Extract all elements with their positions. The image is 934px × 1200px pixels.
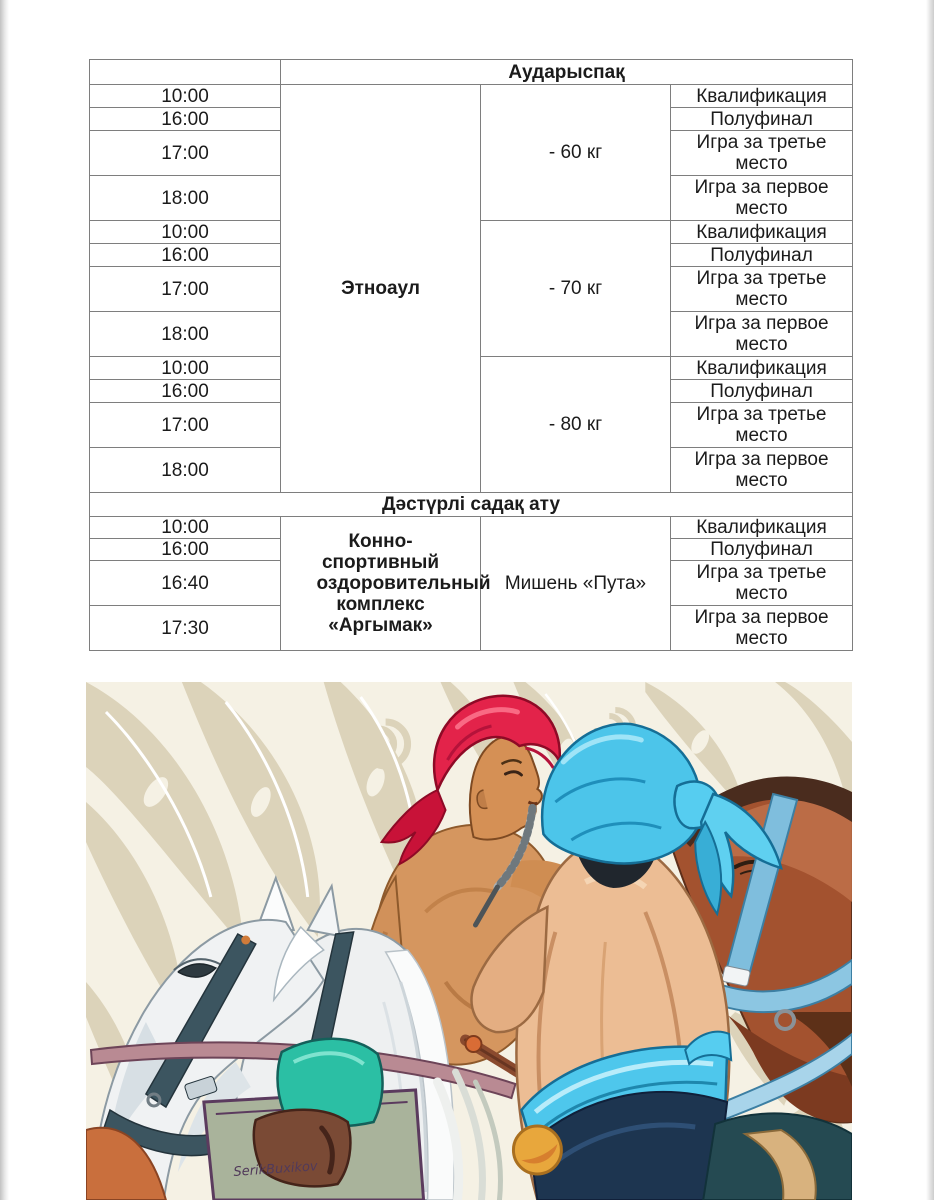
stage-cell: Полуфинал — [671, 539, 853, 561]
time-cell: 18:00 — [90, 176, 281, 221]
stage-cell: Полуфинал — [671, 108, 853, 131]
artist-signature: SerikBuxikov — [233, 1159, 319, 1180]
time-cell: 18:00 — [90, 448, 281, 493]
stage-cell: Игра за первое место — [671, 312, 853, 357]
schedule-table — [89, 59, 853, 651]
time-cell: 16:00 — [90, 108, 281, 131]
weight-cell-60: - 60 кг — [481, 85, 671, 221]
stage-cell: Игра за третье место — [671, 267, 853, 312]
section-title-archery: Дәстүрлі садақ ату — [90, 493, 853, 517]
time-cell: 10:00 — [90, 85, 281, 108]
target-cell: Мишень «Пута» — [481, 517, 671, 651]
audaryspak-illustration — [86, 682, 852, 1200]
section-title-audaryspak: Аударыспақ — [281, 60, 853, 85]
stage-cell: Квалификация — [671, 517, 853, 539]
venue-cell-audaryspak: Этноаул — [281, 85, 481, 493]
time-cell: 10:00 — [90, 357, 281, 380]
weight-cell-80: - 80 кг — [481, 357, 671, 493]
corner-cell — [90, 60, 281, 85]
stage-cell: Игра за третье место — [671, 131, 853, 176]
right-saddle-area — [703, 1113, 852, 1200]
time-cell: 16:40 — [90, 561, 281, 606]
venue-cell-archery — [281, 517, 491, 651]
venue-text: Конно-спортивный оздоровительный комплекс «Аргымак» — [316, 531, 491, 636]
time-cell: 18:00 — [90, 312, 281, 357]
time-cell: 16:00 — [90, 380, 281, 403]
time-cell: 17:00 — [90, 267, 281, 312]
stage-cell: Квалификация — [671, 357, 853, 380]
time-cell: 16:00 — [90, 539, 281, 561]
stage-cell: Игра за третье место — [671, 403, 853, 448]
stage-cell: Полуфинал — [671, 244, 853, 267]
weight-cell-70: - 70 кг — [481, 221, 671, 357]
stage-cell: Полуфинал — [671, 380, 853, 403]
illustration-svg — [86, 682, 852, 1200]
stage-cell: Квалификация — [671, 85, 853, 108]
stage-cell: Квалификация — [671, 221, 853, 244]
time-cell: 10:00 — [90, 221, 281, 244]
time-cell: 17:30 — [90, 606, 281, 651]
time-cell: 16:00 — [90, 244, 281, 267]
page-edge-right — [926, 0, 934, 1200]
time-cell: 10:00 — [90, 517, 281, 539]
stage-cell: Игра за первое место — [671, 176, 853, 221]
page-edge-left — [0, 0, 9, 1200]
stage-cell: Игра за первое место — [671, 448, 853, 493]
time-cell: 17:00 — [90, 403, 281, 448]
stage-cell: Игра за первое место — [671, 606, 853, 651]
time-cell: 17:00 — [90, 131, 281, 176]
stage-cell: Игра за третье место — [671, 561, 853, 606]
